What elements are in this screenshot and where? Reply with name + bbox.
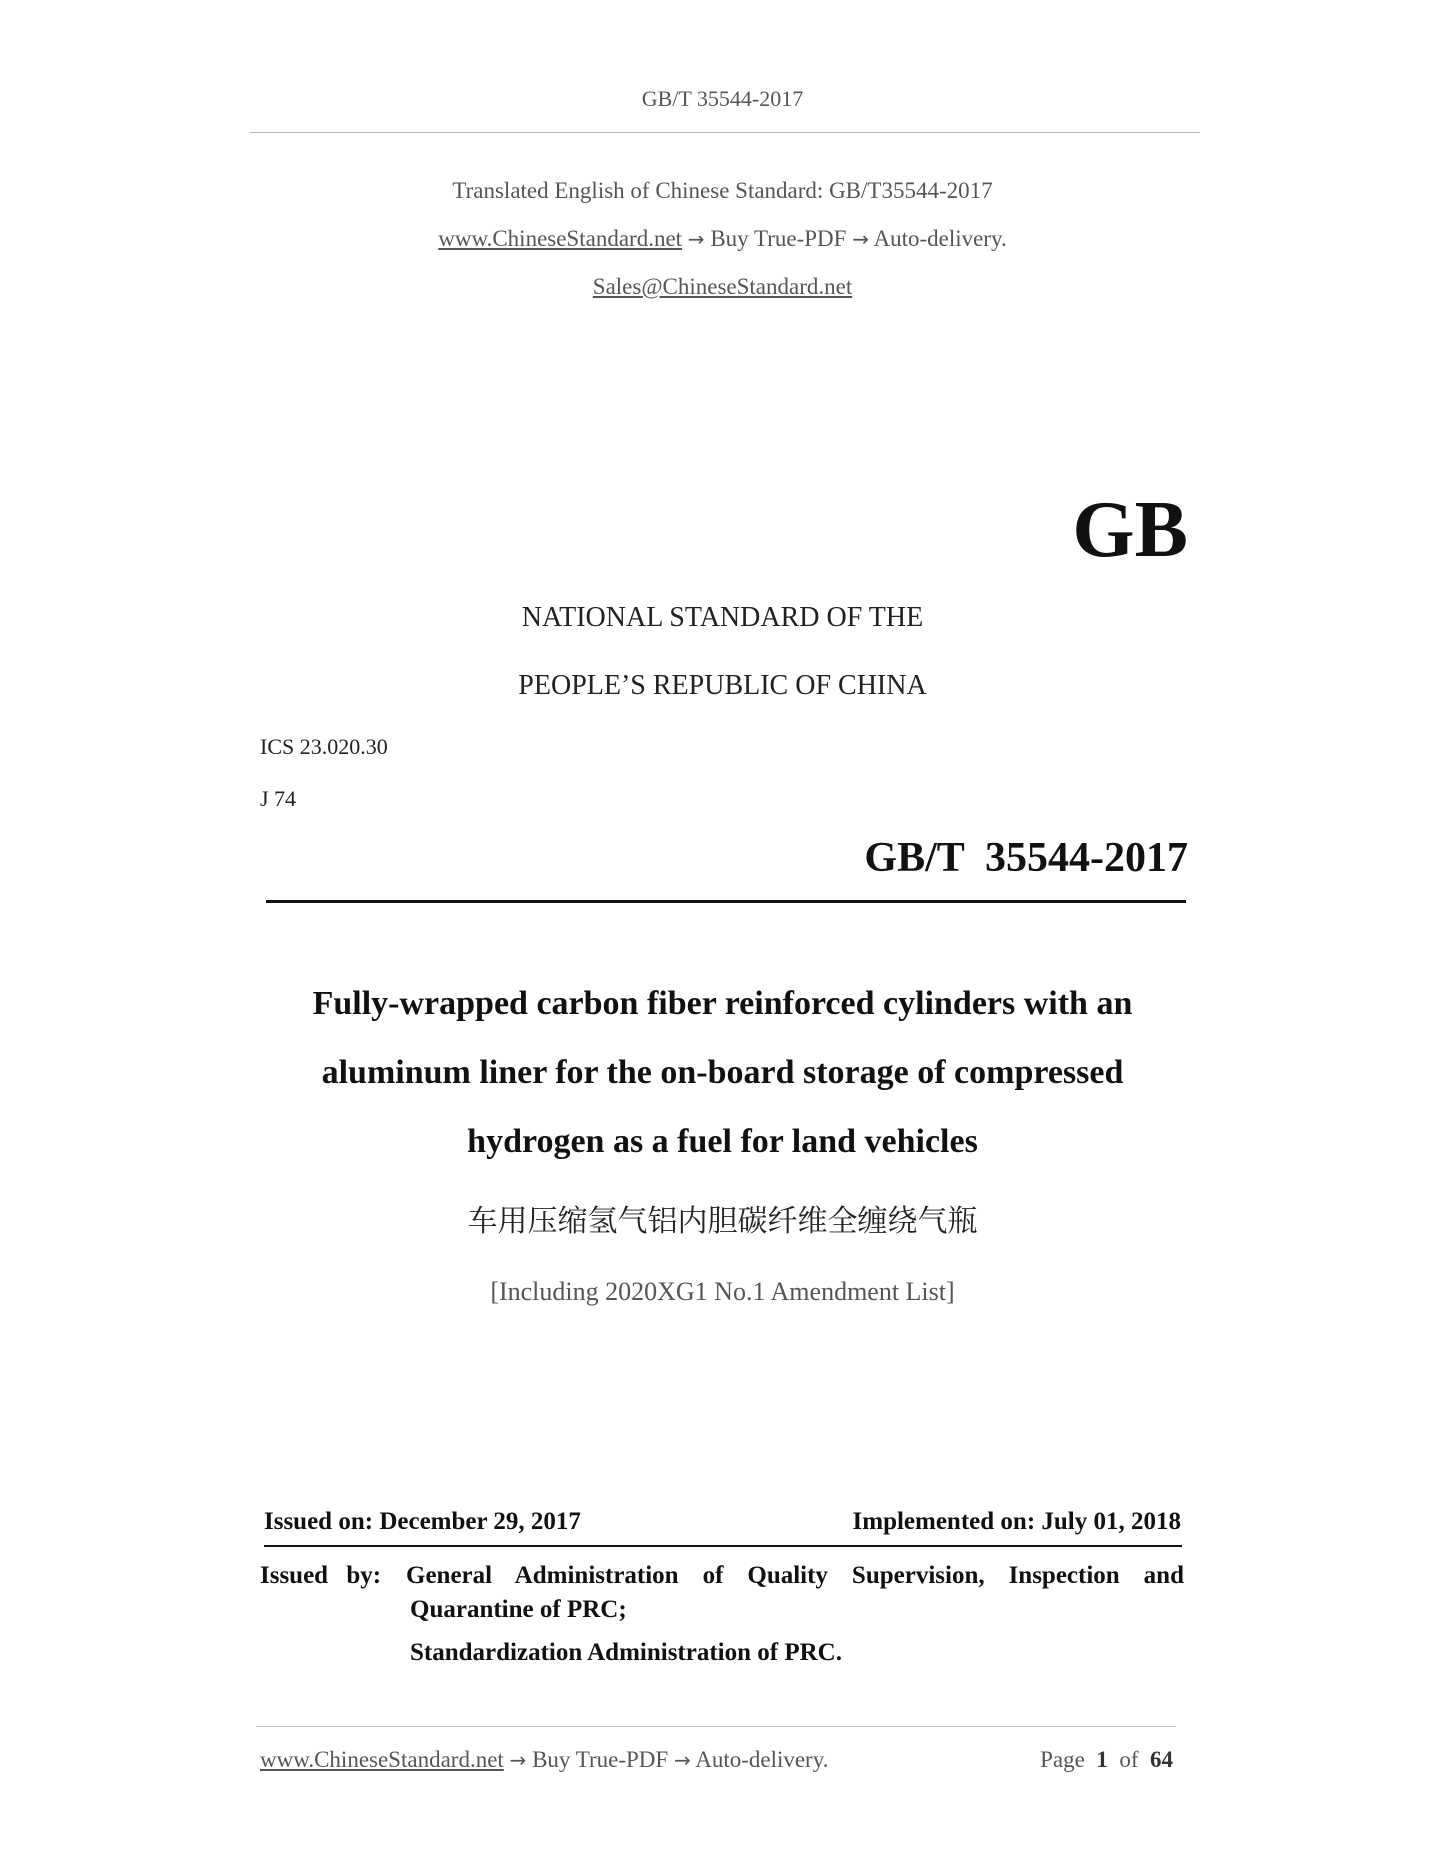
standard-number-rule [266, 900, 1186, 903]
page-total: 64 [1150, 1747, 1173, 1772]
running-header: GB/T 35544-2017 [641, 86, 804, 111]
buy-true-pdf-text: Buy True-PDF [710, 226, 847, 251]
footer-divider [256, 1726, 1176, 1727]
page-label: Page [1040, 1747, 1085, 1772]
page-indicator [1040, 1747, 1173, 1773]
title-line3: hydrogen as a fuel for land vehicles [467, 1123, 978, 1160]
website-link[interactable]: www.ChineseStandard.net [438, 226, 683, 251]
sales-email-link[interactable]: Sales@ChineseStandard.net [592, 274, 853, 299]
national-standard-line2: PEOPLE’S REPUBLIC OF CHINA [518, 670, 927, 701]
footer-buy-text: Buy True-PDF [532, 1747, 669, 1772]
footer-links [260, 1747, 828, 1773]
footer-delivery-text: Auto-delivery. [695, 1747, 829, 1772]
dates-rule [264, 1545, 1182, 1547]
page-current: 1 [1096, 1747, 1108, 1772]
title-line2: aluminum liner for the on-board storage of compressed [321, 1054, 1124, 1091]
ics-code: ICS 23.020.30 [260, 734, 388, 759]
implemented-date: Implemented on: July 01, 2018 [852, 1508, 1181, 1535]
national-standard-line1: NATIONAL STANDARD OF THE [521, 602, 924, 633]
footer-website-link[interactable]: www.ChineseStandard.net [260, 1747, 504, 1772]
issued-by-label: Issued by: [260, 1562, 382, 1589]
ccs-code: J 74 [260, 786, 297, 811]
translation-line: Translated English of Chinese Standard: GB/T35544-2017 [452, 178, 993, 203]
issued-date: Issued on: December 29, 2017 [264, 1508, 581, 1535]
translation-links [0, 226, 1445, 252]
issuer-line3: Standardization Administration of PRC. [410, 1639, 842, 1666]
header-divider [250, 132, 1200, 133]
arrow-right-icon: → [509, 1748, 527, 1772]
gb-logo: GB [1072, 486, 1188, 574]
arrow-right-icon: → [673, 1748, 691, 1772]
issuer-line2: Quarantine of PRC; [410, 1596, 627, 1623]
title-chinese: 车用压缩氢气铝内胆碳纤维全缠绕气瓶 [467, 1204, 978, 1239]
email-row [0, 274, 1445, 300]
issuer-line1: General Administration of Quality Supervision, Inspection and [406, 1562, 1184, 1589]
arrow-right-icon: → [687, 227, 705, 251]
standard-number: GB/T 35544-2017 [864, 835, 1188, 881]
arrow-right-icon: → [852, 227, 869, 251]
amendment-note: [Including 2020XG1 No.1 Amendment List] [490, 1277, 955, 1306]
page-of: of [1119, 1747, 1139, 1772]
auto-delivery-text: Auto-delivery. [873, 226, 1007, 251]
title-line1: Fully-wrapped carbon fiber reinforced cylinders with an [312, 985, 1133, 1022]
